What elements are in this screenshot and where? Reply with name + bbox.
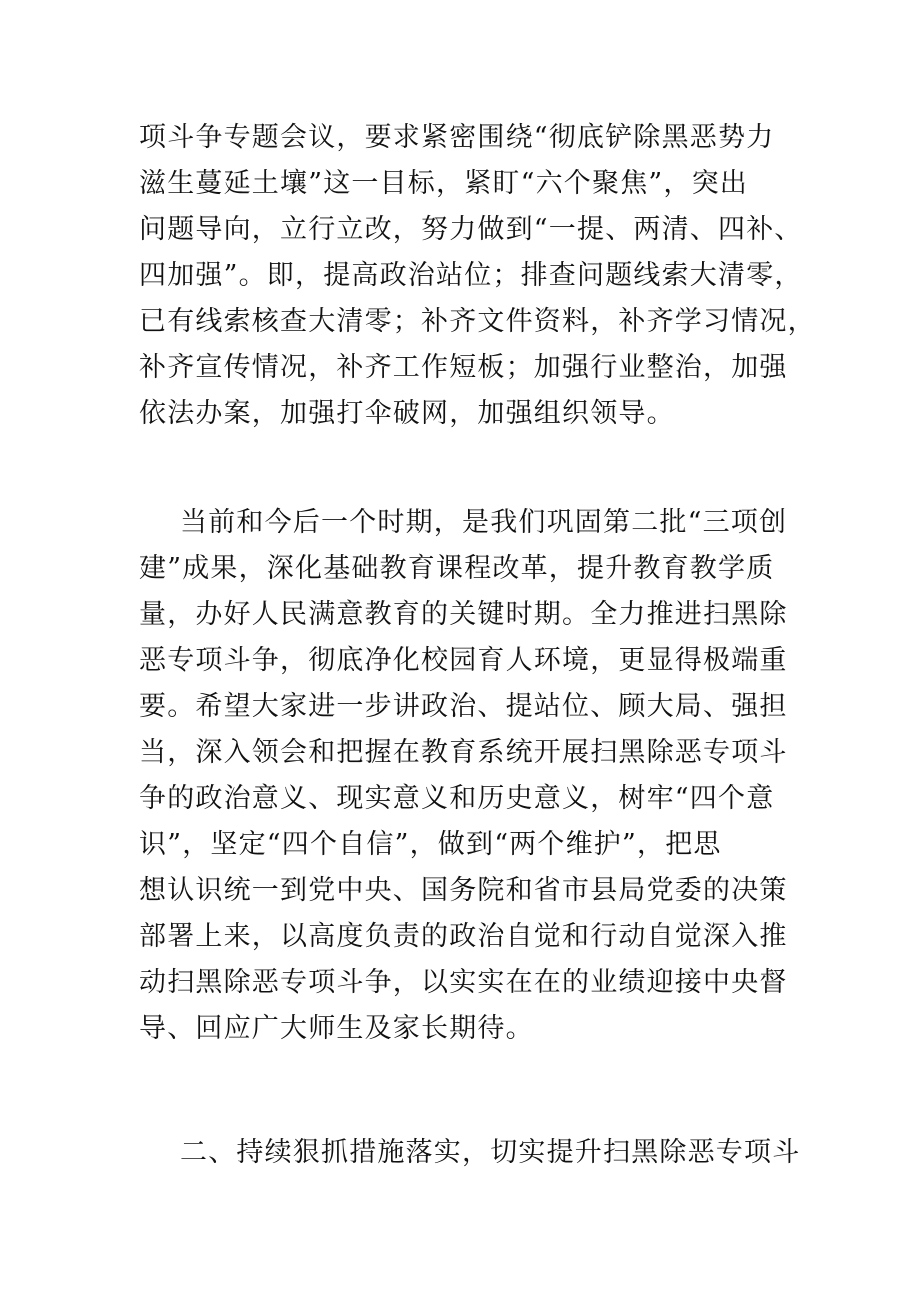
paragraph-2-line-3: 量，办好人民满意教育的关键时期。全力推进扫黑除 bbox=[139, 599, 788, 630]
paragraph-2-line-8: 识”，坚定“四个自信”，做到“两个维护”，把思 bbox=[139, 829, 722, 860]
paragraph-2-line-11: 动扫黑除恶专项斗争，以实实在在的业绩迎接中央督 bbox=[139, 967, 788, 998]
paragraph-1-line-4: 四加强”。即，提高政治站位；排查问题线索大清零， bbox=[139, 260, 803, 291]
paragraph-2-line-12: 导、回应广大师生及家长期待。 bbox=[139, 1013, 534, 1044]
paragraph-2-line-9: 想认识统一到党中央、国务院和省市县局党委的决策 bbox=[139, 875, 788, 906]
paragraph-1-line-2: 滋生蔓延土壤”这一目标，紧盯“六个聚焦”，突出 bbox=[139, 168, 749, 199]
paragraph-1-line-7: 依法办案，加强打伞破网，加强组织领导。 bbox=[139, 398, 675, 429]
paragraph-2-line-4: 恶专项斗争，彻底净化校园育人环境，更显得极端重 bbox=[139, 645, 788, 676]
paragraph-2-line-7: 争的政治意义、现实意义和历史意义，树牢“四个意 bbox=[139, 783, 775, 814]
paragraph-1-line-6: 补齐宣传情况，补齐工作短板；加强行业整治，加强 bbox=[139, 352, 788, 383]
paragraph-2-line-5: 要。希望大家进一步讲政治、提站位、顾大局、强担 bbox=[139, 691, 788, 722]
paragraph-1-line-1: 项斗争专题会议，要求紧密围绕“彻底铲除黑恶势力 bbox=[139, 122, 775, 153]
paragraph-2-line-10: 部署上来，以高度负责的政治自觉和行动自觉深入推 bbox=[139, 921, 788, 952]
paragraph-2-line-1: 当前和今后一个时期，是我们巩固第二批“三项创 bbox=[180, 507, 788, 538]
paragraph-2-line-6: 当，深入领会和把握在教育系统开展扫黑除恶专项斗 bbox=[139, 737, 788, 768]
paragraph-1-line-3: 问题导向，立行立改，努力做到“一提、两清、四补、 bbox=[139, 214, 803, 245]
paragraph-1-line-5: 已有线索核查大清零；补齐文件资料，补齐学习情况， bbox=[139, 306, 816, 337]
section-heading-line-1: 二、持续狠抓措施落实，切实提升扫黑除恶专项斗 bbox=[180, 1137, 801, 1168]
paragraph-2-line-2: 建”成果，深化基础教育课程改革，提升教育教学质 bbox=[139, 553, 775, 584]
